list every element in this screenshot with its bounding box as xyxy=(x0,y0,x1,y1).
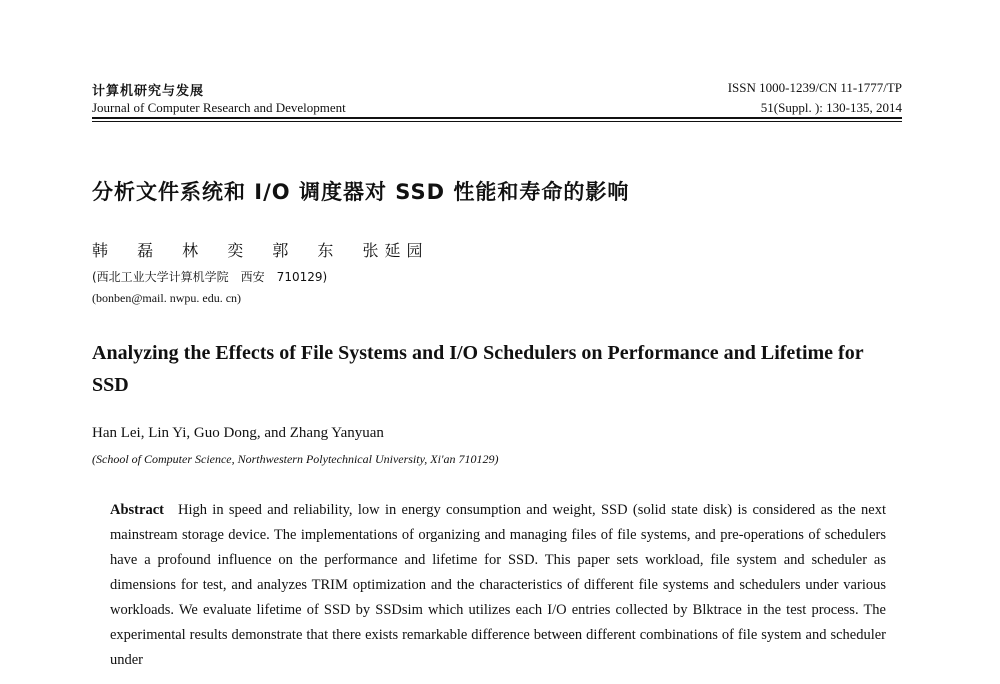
chinese-title: 分析文件系统和 I/O 调度器对 SSD 性能和寿命的影响 xyxy=(92,180,630,204)
english-affiliation: (School of Computer Science, Northwestern Polytechnical University, Xi'an 710129) xyxy=(92,452,499,466)
issn-line: ISSN 1000-1239/CN 11-1777/TP xyxy=(727,80,902,95)
header-rule-thin xyxy=(92,121,902,122)
chinese-affiliation: (西北工业大学计算机学院 西安 710129) xyxy=(92,270,328,284)
volume-pages: 51(Suppl. ): 130-135, 2014 xyxy=(760,100,902,115)
abstract-block xyxy=(110,498,886,673)
journal-header xyxy=(92,80,902,120)
author-email: (bonben@mail. nwpu. edu. cn) xyxy=(92,291,242,305)
abstract-text: High in speed and reliability, low in energy consumption and weight, SSD (solid state disk) is considered as the next mainstream storage device. The implementations of organizing and managing files of file systems, and pre-operations of schedulers have a profound influence on the performance and lifetime for SSD. This paper sets workload, file system and scheduler as dimensions for test, and analyzes TRIM optimization and the characteristics of different file systems and schedulers under various workloads. We evaluate lifetime of SSD by SSDsim which utilizes each I/O entries collected by Blktrace in the test process. The experimental results demonstrate that there exists remarkable difference between different combinations of file system and scheduler under xyxy=(110,502,886,668)
journal-name-chinese: 计算机研究与发展 xyxy=(92,84,205,99)
chinese-authors: 韩 磊 林 奕 郭 东 张延园 xyxy=(92,241,429,260)
abstract-label: Abstract xyxy=(110,502,164,518)
journal-name-english: Journal of Computer Research and Development xyxy=(92,100,346,115)
header-rule-thick xyxy=(92,117,902,119)
english-authors: Han Lei, Lin Yi, Guo Dong, and Zhang Yanyuan xyxy=(92,425,384,441)
english-title: Analyzing the Effects of File Systems and I/O Schedulers on Performance and Lifetime for SSD xyxy=(92,342,864,396)
